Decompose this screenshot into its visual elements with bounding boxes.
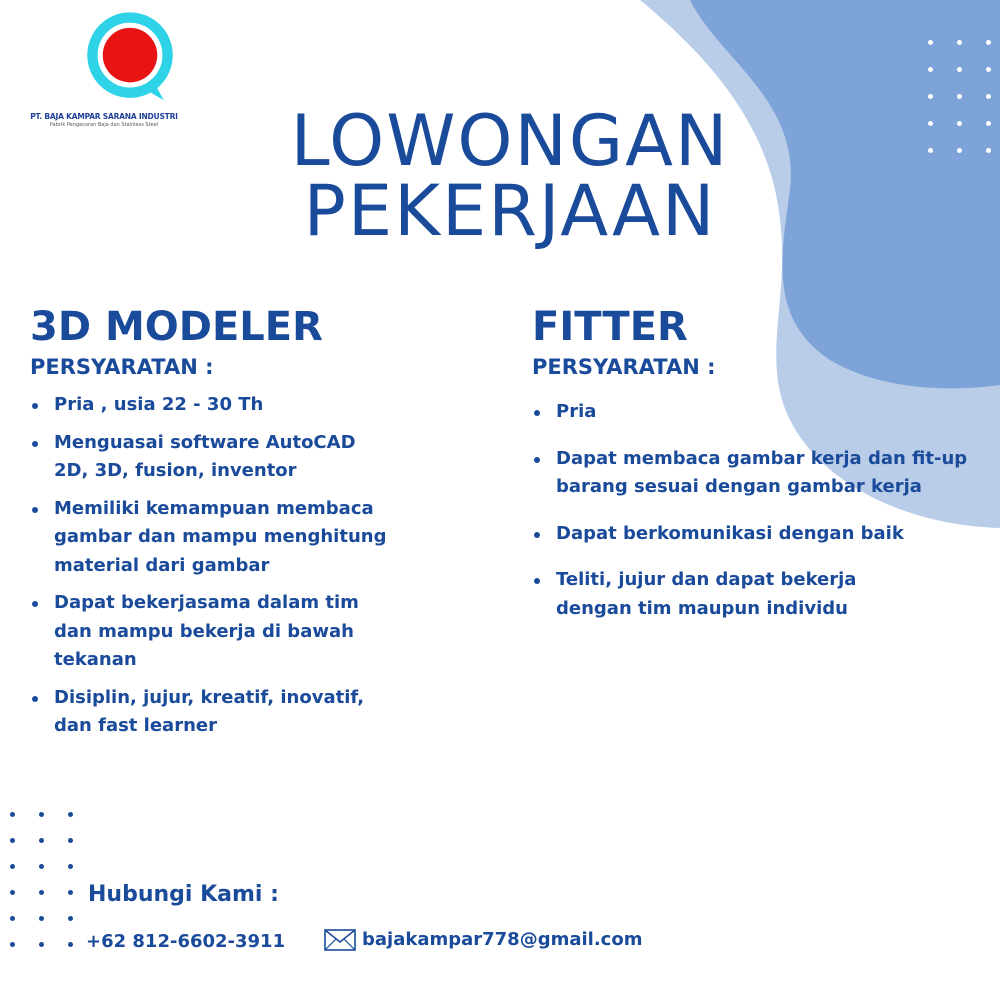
logo-tagline: Pabrik Pengecoran Baja dan Stainless Steel [49, 122, 159, 128]
job-title: 3D MODELER [30, 304, 323, 350]
contact-email-text: bajakampar778@gmail.com [362, 929, 643, 950]
company-logo [4, 10, 204, 135]
job-title: FITTER [532, 304, 688, 350]
requirement-item: Dapat bekerjasama dalam tim dan mampu bekerja di bawah tekanan [30, 589, 400, 675]
requirement-item: Teliti, jujur dan dapat bekerja dengan tim maupun individu [532, 566, 902, 623]
requirement-item: Pria [532, 398, 992, 427]
requirements-list [532, 398, 992, 623]
headline-line-2: PEKERJAAN [303, 170, 717, 252]
requirement-item: Dapat berkomunikasi dengan baik [532, 520, 992, 549]
dot-grid-top-right [928, 40, 991, 153]
requirement-item: Memiliki kemampuan membaca gambar dan mampu menghitung material dari gambar [30, 495, 440, 581]
requirement-item: Menguasai software AutoCAD 2D, 3D, fusion, inventor [30, 429, 390, 486]
requirements-label: PERSYARATAN : [30, 355, 214, 379]
logo-mark-icon [83, 10, 177, 104]
logo-company-name: PT. BAJA KAMPAR SARANA INDUSTRI [30, 112, 178, 121]
requirement-item: Disiplin, jujur, kreatif, inovatif, dan fast learner [30, 684, 400, 741]
job-fitter [532, 303, 992, 641]
requirements-list [30, 391, 500, 741]
requirement-item: Dapat membaca gambar kerja dan fit-up barang sesuai dengan gambar kerja [532, 445, 972, 502]
requirement-item: Pria , usia 22 - 30 Th [30, 391, 500, 420]
headline-line-1: LOWONGAN [290, 100, 730, 182]
requirements-label: PERSYARATAN : [532, 355, 716, 379]
contact-email[interactable] [324, 926, 642, 954]
job-3d-modeler [30, 303, 500, 750]
contact-title: Hubungi Kami : [88, 882, 279, 907]
dot-grid-bottom-left [10, 812, 73, 947]
headline [180, 100, 840, 252]
mail-icon [324, 929, 356, 951]
contact-phone[interactable]: +62 812-6602-3911 [86, 931, 286, 952]
